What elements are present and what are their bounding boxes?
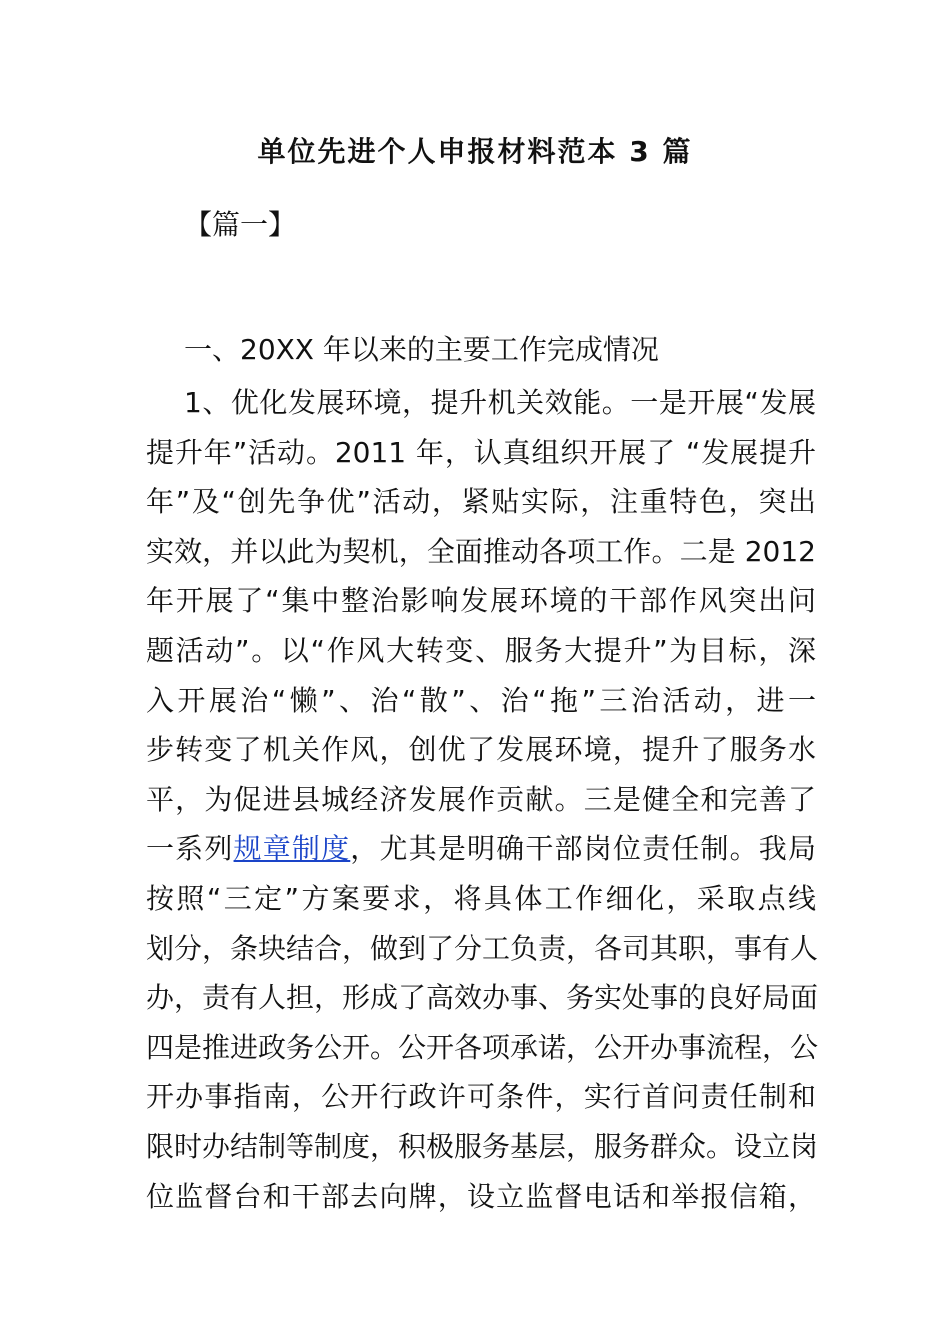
paragraph-line: 年开展了“集中整治影响发展环境的干部作风突出问	[146, 584, 816, 618]
paragraph-line-with-link	[146, 824, 816, 874]
paragraph-line: 划分，条块结合，做到了分工负责，各司其职，事有人	[146, 931, 819, 965]
body-paragraph	[146, 378, 819, 1221]
paragraph-line: 开办事指南，公开行政许可条件，实行首问责任制和	[146, 1080, 816, 1114]
document-title: 单位先进个人申报材料范本 3 篇	[257, 135, 693, 168]
paragraph-line: 平，为促进县城经济发展作贡献。三是健全和完善了	[146, 782, 816, 816]
paragraph-line: 限时办结制等制度，积极服务基层，服务群众。设立岗	[146, 1129, 819, 1163]
paragraph-line: 四是推进政务公开。公开各项承诺，公开办事流程，公	[146, 1030, 819, 1064]
paragraph-line: 步转变了机关作风，创优了发展环境，提升了服务水	[146, 733, 816, 767]
paragraph-line: 实效，并以此为契机，全面推动各项工作。二是 2012	[146, 534, 816, 568]
paragraph-line: 1、优化发展环境，提升机关效能。一是开展“发展	[184, 386, 816, 419]
section-heading: 一、20XX 年以来的主要工作完成情况	[184, 333, 659, 366]
paragraph-line: 年”及“创先争优”活动，紧贴实际，注重特色，突出	[146, 485, 816, 519]
paragraph-line: 按照“三定”方案要求，将具体工作细化，采取点线	[146, 881, 816, 915]
paragraph-line: 题活动”。以“作风大转变、服务大提升”为目标，深	[146, 633, 816, 667]
line-text-post: ，尤其是明确干部岗位责任制。我局	[350, 832, 816, 866]
section-label: 【篇一】	[184, 208, 297, 241]
paragraph-line: 位监督台和干部去向牌，设立监督电话和举报信箱，	[146, 1179, 816, 1213]
line-text-pre: 一系列	[146, 832, 234, 866]
paragraph-line: 入开展治“懒”、治“散”、治“拖”三治活动，进一	[146, 683, 816, 717]
regulations-link[interactable]: 规章制度	[233, 832, 351, 866]
paragraph-line: 提升年”活动。2011 年，认真组织开展了 “发展提升	[146, 435, 816, 469]
paragraph-line: 办，责有人担，形成了高效办事、务实处事的良好局面	[146, 981, 819, 1015]
